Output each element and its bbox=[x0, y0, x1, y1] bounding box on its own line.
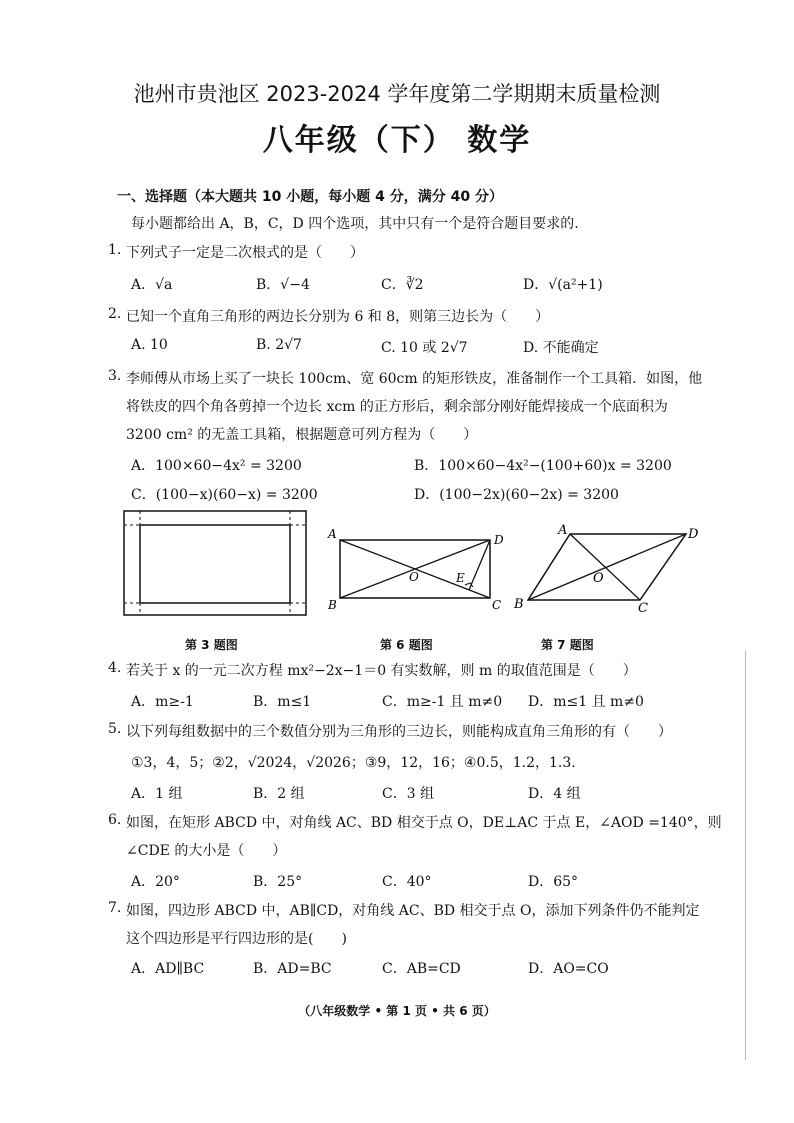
question-text: 已知一个直角三角形的两边长分别为 6 和 8，则第三边长为（ ） bbox=[126, 309, 550, 325]
label-o: O bbox=[593, 571, 604, 586]
question-text-line: 3200 cm² 的无盖工具箱，根据题意可列方程为（ ） bbox=[126, 427, 478, 443]
question-number: 6. bbox=[108, 812, 122, 828]
label-a: A bbox=[328, 527, 337, 541]
question-number: 2. bbox=[108, 306, 122, 322]
question-text: 若关于 x 的一元二次方程 mx²−2x−1＝0 有实数解，则 m 的取值范围是（ ） bbox=[126, 663, 637, 679]
option-a: A．1 组 bbox=[131, 786, 183, 802]
option-a: A．√a bbox=[131, 277, 173, 293]
option-b: B．√−4 bbox=[256, 277, 310, 293]
option-c: C．3 组 bbox=[382, 786, 435, 802]
option-d: D．65° bbox=[528, 874, 579, 890]
option-d: D．AO=CO bbox=[528, 961, 609, 977]
option-c: C．(100−x)(60−x) = 3200 bbox=[131, 487, 318, 503]
option-b: B．25° bbox=[253, 874, 303, 890]
figure-3 bbox=[118, 505, 318, 625]
option-b: B．2 组 bbox=[253, 786, 305, 802]
option-c: C．∛2 bbox=[381, 277, 424, 293]
question-text-line: ∠CDE 的大小是（ ） bbox=[126, 843, 287, 859]
question-number: 5. bbox=[108, 721, 122, 737]
figure-6 bbox=[322, 524, 512, 616]
option-a: A．AD∥BC bbox=[131, 961, 205, 977]
figure-3-caption: 第 3 题图 bbox=[185, 638, 238, 652]
figure-7 bbox=[508, 520, 708, 618]
label-b: B bbox=[328, 598, 337, 612]
question-text: 下列式子一定是二次根式的是（ ） bbox=[126, 245, 364, 261]
option-a: A．m≥-1 bbox=[131, 694, 194, 710]
option-b: B. 2√7 bbox=[256, 337, 302, 353]
label-o: O bbox=[409, 570, 419, 584]
label-d: D bbox=[688, 527, 699, 542]
option-a: A．100×60−4x² = 3200 bbox=[131, 458, 302, 474]
question-number: 7. bbox=[108, 900, 122, 916]
page-edge-line bbox=[745, 650, 746, 1060]
option-d: D．√(a²+1) bbox=[523, 277, 603, 293]
option-c: C．40° bbox=[382, 874, 432, 890]
label-d: D bbox=[494, 533, 504, 547]
question-number: 3. bbox=[108, 368, 122, 384]
label-c: C bbox=[638, 601, 648, 616]
label-a: A bbox=[558, 523, 568, 538]
exam-subtitle: 八年级（下） 数学 bbox=[262, 123, 532, 158]
option-b: B．m≤1 bbox=[253, 694, 312, 710]
question-text-line: 如图，四边形 ABCD 中，AB∥CD，对角线 AC、BD 相交于点 O，添加下列条件仍不能判定 bbox=[126, 903, 700, 919]
option-c: C．m≥-1 且 m≠0 bbox=[382, 694, 503, 710]
figure-6-caption: 第 6 题图 bbox=[380, 638, 433, 652]
option-a: A．20° bbox=[131, 874, 180, 890]
option-a: A. 10 bbox=[131, 337, 168, 353]
question-text: 以下列每组数据中的三个数值分别为三角形的三边长，则能构成直角三角形的有（ ） bbox=[126, 724, 672, 740]
figure-7-caption: 第 7 题图 bbox=[541, 638, 594, 652]
option-b: B．100×60−4x²−(100+60)x = 3200 bbox=[414, 458, 672, 474]
page-footer: （八年级数学 • 第 1 页 • 共 6 页） bbox=[298, 1004, 496, 1018]
option-c: C．AB=CD bbox=[382, 961, 461, 977]
section-instruction: 每小题都给出 A，B，C，D 四个选项，其中只有一个是符合题目要求的. bbox=[131, 216, 579, 232]
label-c: C bbox=[492, 598, 502, 612]
section-heading: 一、选择题（本大题共 10 小题，每小题 4 分，满分 40 分） bbox=[117, 189, 503, 205]
question-number: 4. bbox=[108, 660, 122, 676]
option-d: D. 不能确定 bbox=[523, 340, 599, 356]
question-text-line: 这个四边形是平行四边形的是( ) bbox=[126, 931, 347, 947]
question-text-line: 将铁皮的四个角各剪掉一个边长 xcm 的正方形后，剩余部分刚好能焊接成一个底面积为 bbox=[126, 399, 668, 415]
question-number: 1. bbox=[108, 242, 122, 258]
exam-title: 池州市贵池区 2023-2024 学年度第二学期期末质量检测 bbox=[133, 82, 661, 106]
option-d: D．m≤1 且 m≠0 bbox=[528, 694, 644, 710]
label-e: E bbox=[456, 571, 465, 585]
question-text-line: 李师傅从市场上买了一块长 100cm、宽 60cm 的矩形铁皮，准备制作一个工具箱．如图，他 bbox=[126, 371, 703, 387]
option-d: D．(100−2x)(60−2x) = 3200 bbox=[414, 487, 619, 503]
label-b: B bbox=[514, 597, 524, 612]
question-subline: ①3，4，5；②2，√2024，√2026；③9，12，16；④0.5，1.2，1.3. bbox=[131, 755, 576, 771]
option-b: B．AD=BC bbox=[253, 961, 332, 977]
option-d: D．4 组 bbox=[528, 786, 581, 802]
question-text-line: 如图，在矩形 ABCD 中，对角线 AC、BD 相交于点 O，DE⊥AC 于点 E，∠AOD =140°，则 bbox=[126, 815, 722, 831]
option-c: C. 10 或 2√7 bbox=[381, 340, 468, 356]
